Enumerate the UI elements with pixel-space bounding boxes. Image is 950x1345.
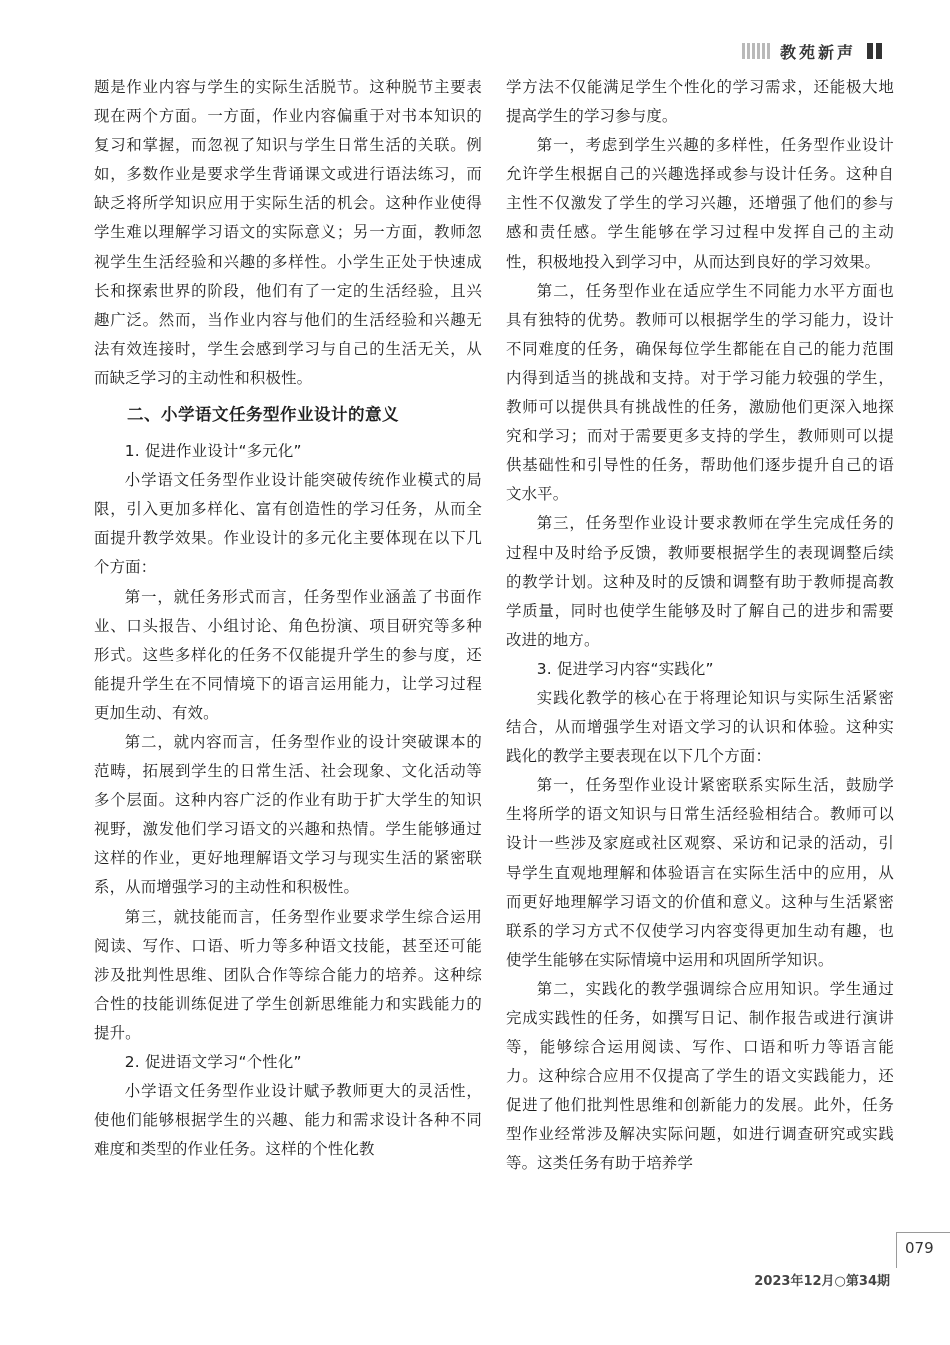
- paragraph: 第三，就技能而言，任务型作业要求学生综合运用阅读、写作、口语、听力等多种语文技能，甚至还可能涉及批判性思维、团队合作等综合能力的培养。这种综合性的技能训练促进了学生创新思维能力和实践能力的提升。: [94, 907, 482, 1042]
- right-column: [506, 73, 894, 1179]
- header-decor-blocks: [864, 43, 882, 59]
- issue-label: 2023年12月○第34期: [754, 1274, 890, 1289]
- paragraph: 学方法不仅能满足学生个性化的学习需求，还能极大地提高学生的学习参与度。: [506, 78, 894, 126]
- subsection-heading: 3. 促进学习内容“实践化”: [536, 659, 714, 678]
- paragraph: 第三，任务型作业设计要求教师在学生完成任务的过程中及时给予反馈，教师要根据学生的表现调整后续的教学计划。这种及时的反馈和调整有助于教师提高教学质量，同时也使学生能够及时了解自己的进步和需要改进的地方。: [506, 514, 894, 649]
- left-column: [94, 73, 482, 1164]
- paragraph: 实践化教学的核心在于将理论知识与实际生活紧密结合，从而增强学生对语文学习的认识和体验。这种实践化的教学主要表现在以下几个方面：: [506, 688, 894, 766]
- paragraph: 第一，就任务形式而言，任务型作业涵盖了书面作业、口头报告、小组讨论、角色扮演、项目研究等多种形式。这些多样化的任务不仅能提升学生的参与度，还能提升学生在不同情境下的语言运用能力，让学习过程更加生动、有效。: [94, 587, 482, 722]
- paragraph: 第一，任务型作业设计紧密联系实际生活，鼓励学生将所学的语文知识与日常生活经验相结合。教师可以设计一些涉及家庭或社区观察、采访和记录的活动，引导学生直观地理解和体验语言在实际生活中的应用，从而更好地理解学习语文的价值和意义。这种与生活紧密联系的学习方式不仅使学习内容变得更加生动有趣，也使学生能够在实际情境中运用和巩固所学知识。: [506, 776, 894, 969]
- paragraph: 第二，就内容而言，任务型作业的设计突破课本的范畴，拓展到学生的日常生活、社会现象、文化活动等多个层面。这种内容广泛的作业有助于扩大学生的知识视野，激发他们学习语文的兴趣和热情。学生能够通过这样的作业，更好地理解语文学习与现实生活的紧密联系，从而增强学习的主动性和积极性。: [94, 732, 482, 897]
- header-decor-bars: [742, 43, 772, 59]
- journal-title: 教苑新声: [779, 42, 856, 62]
- paragraph: 第二，任务型作业在适应学生不同能力水平方面也具有独特的优势。教师可以根据学生的学习能力，设计不同难度的任务，确保每位学生都能在自己的能力范围内得到适当的挑战和支持。对于学习能力较强的学生，教师可以提供具有挑战性的任务，激励他们更深入地探究和学习；而对于需要更多支持的学生，教师则可以提供基础性和引导性的任务，帮助他们逐步提升自己的语文水平。: [506, 281, 894, 504]
- subsection-heading: 1. 促进作业设计“多元化”: [124, 442, 302, 461]
- paragraph: 题是作业内容与学生的实际生活脱节。这种脱节主要表现在两个方面。一方面，作业内容偏重于对书本知识的复习和掌握，而忽视了知识与学生日常生活的关联。例如，多数作业是要求学生背诵课文或进行语法练习，而缺乏将所学知识应用于实际生活的机会。这种作业使得学生难以理解学习语文的实际意义；另一方面，教师忽视学生生活经验和兴趣的多样性。小学生正处于快速成长和探索世界的阶段，他们有了一定的生活经验，且兴趣广泛。然而，当作业内容与他们的生活经验和兴趣无法有效连接时，学生会感到学习与自己的生活无关，从而缺乏学习的主动性和积极性。: [94, 78, 482, 387]
- paragraph: 小学语文任务型作业设计能突破传统作业模式的局限，引入更加多样化、富有创造性的学习任务，从而全面提升教学效果。作业设计的多元化主要体现在以下几个方面：: [94, 471, 482, 577]
- paragraph: 小学语文任务型作业设计赋予教师更大的灵活性，使他们能够根据学生的兴趣、能力和需求设计各种不同难度和类型的作业任务。这样的个性化教: [94, 1082, 482, 1159]
- paragraph: 第一，考虑到学生兴趣的多样性，任务型作业设计允许学生根据自己的兴趣选择或参与设计任务。这种自主性不仅激发了学生的学习兴趣，还增强了他们的参与感和责任感。学生能够在学习过程中发挥自己的主动性，积极地投入到学习中，从而达到良好的学习效果。: [506, 136, 894, 271]
- section-heading: 二、小学语文任务型作业设计的意义: [127, 405, 399, 425]
- page-number: 079: [896, 1232, 950, 1268]
- paragraph: 第二，实践化的教学强调综合应用知识。学生通过完成实践性的任务，如撰写日记、制作报告或进行演讲等，能够综合运用阅读、写作、口语和听力等语言能力。这种综合应用不仅提高了学生的语文实践能力，还促进了他们批判性思维和创新能力的发展。此外，任务型作业经常涉及解决实际问题，如进行调查研究或实践等。这类任务有助于培养学: [506, 979, 894, 1173]
- subsection-heading: 2. 促进语文学习“个性化”: [124, 1053, 302, 1071]
- running-header: [742, 40, 882, 62]
